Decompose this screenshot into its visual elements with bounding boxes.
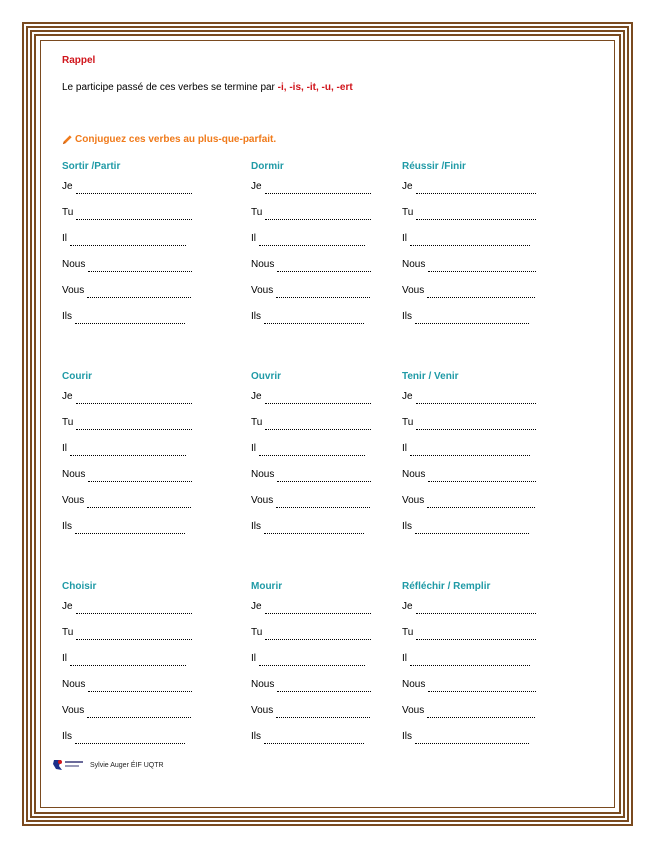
conjugation-row — [251, 672, 371, 698]
answer-blank[interactable] — [265, 638, 371, 640]
conjugation-row — [62, 174, 192, 200]
instruction — [62, 134, 276, 145]
conjugation-row — [402, 620, 536, 646]
verb-title: Ouvrir — [251, 371, 282, 382]
pronoun-label: Il — [402, 233, 407, 244]
pronoun-label: Il — [251, 233, 256, 244]
answer-blank[interactable] — [76, 612, 192, 614]
answer-blank[interactable] — [415, 742, 529, 744]
answer-blank[interactable] — [88, 480, 192, 482]
conjugation-row — [62, 252, 192, 278]
pronoun-label: Il — [251, 443, 256, 454]
tv5-logo-icon — [52, 758, 86, 772]
conjugation-row — [62, 462, 192, 488]
pronoun-label: Nous — [251, 679, 275, 690]
conjugation-row — [402, 724, 536, 750]
pronoun-label: Nous — [62, 469, 86, 480]
rappel-text-before: Le participe passé de ces verbes se termine par — [62, 82, 278, 93]
verb-block — [62, 580, 192, 750]
pronoun-label: Ils — [62, 311, 72, 322]
answer-blank[interactable] — [76, 218, 192, 220]
pronoun-label: Vous — [251, 495, 274, 506]
answer-blank[interactable] — [416, 428, 536, 430]
answer-blank[interactable] — [264, 742, 364, 744]
answer-blank[interactable] — [259, 244, 365, 246]
pronoun-label: Tu — [402, 627, 414, 638]
verb-title: Sortir /Partir — [62, 161, 121, 172]
conjugation-row — [62, 698, 192, 724]
conjugation-row — [251, 620, 371, 646]
conjugation-row — [251, 174, 371, 200]
pronoun-label: Tu — [251, 207, 263, 218]
pronoun-label: Nous — [402, 679, 426, 690]
verb-block — [402, 160, 536, 330]
pronoun-label: Vous — [62, 285, 85, 296]
conjugation-row — [251, 410, 371, 436]
conjugation-row — [62, 672, 192, 698]
verb-block — [62, 370, 192, 540]
answer-blank[interactable] — [88, 270, 192, 272]
pronoun-label: Ils — [251, 731, 261, 742]
pronoun-label: Ils — [402, 311, 412, 322]
pronoun-label: Il — [62, 233, 67, 244]
conjugation-row — [402, 514, 536, 540]
answer-blank[interactable] — [276, 296, 370, 298]
answer-blank[interactable] — [259, 454, 365, 456]
pronoun-label: Vous — [402, 705, 425, 716]
pronoun-label: Ils — [402, 521, 412, 532]
pronoun-label: Je — [62, 601, 73, 612]
conjugation-row — [402, 646, 536, 672]
pronoun-label: Tu — [62, 417, 74, 428]
conjugation-row — [402, 174, 536, 200]
conjugation-row — [251, 304, 371, 330]
verb-title: Choisir — [62, 581, 97, 592]
answer-blank[interactable] — [427, 296, 535, 298]
conjugation-row — [62, 514, 192, 540]
pronoun-label: Je — [402, 391, 413, 402]
answer-blank[interactable] — [427, 716, 535, 718]
answer-blank[interactable] — [87, 716, 191, 718]
pronoun-label: Tu — [62, 627, 74, 638]
answer-blank[interactable] — [70, 244, 186, 246]
answer-blank[interactable] — [76, 192, 192, 194]
conjugation-row — [402, 226, 536, 252]
conjugation-row — [402, 384, 536, 410]
pronoun-label: Il — [62, 443, 67, 454]
pronoun-label: Nous — [251, 259, 275, 270]
answer-blank[interactable] — [277, 690, 371, 692]
pronoun-label: Vous — [62, 705, 85, 716]
pronoun-label: Je — [62, 181, 73, 192]
pronoun-label: Il — [402, 653, 407, 664]
answer-blank[interactable] — [76, 638, 192, 640]
conjugation-row — [251, 698, 371, 724]
answer-blank[interactable] — [415, 322, 529, 324]
answer-blank[interactable] — [277, 270, 371, 272]
conjugation-row — [62, 304, 192, 330]
rappel-endings: -i, -is, -it, -u, -ert — [277, 82, 353, 93]
answer-blank[interactable] — [277, 480, 371, 482]
pronoun-label: Tu — [402, 417, 414, 428]
pronoun-label: Tu — [251, 627, 263, 638]
answer-blank[interactable] — [75, 742, 185, 744]
pronoun-label: Tu — [62, 207, 74, 218]
answer-blank[interactable] — [265, 218, 371, 220]
pronoun-label: Ils — [251, 521, 261, 532]
conjugation-row — [251, 252, 371, 278]
pronoun-label: Ils — [62, 731, 72, 742]
pronoun-label: Nous — [402, 469, 426, 480]
verb-block — [251, 160, 371, 330]
pronoun-label: Il — [62, 653, 67, 664]
verb-title: Réussir /Finir — [402, 161, 466, 172]
pronoun-label: Vous — [402, 285, 425, 296]
pronoun-label: Tu — [251, 417, 263, 428]
answer-blank[interactable] — [428, 690, 536, 692]
answer-blank[interactable] — [410, 664, 530, 666]
footer — [52, 758, 164, 772]
pronoun-label: Il — [402, 443, 407, 454]
pronoun-label: Je — [251, 601, 262, 612]
verb-block — [251, 580, 371, 750]
conjugation-row — [402, 436, 536, 462]
pronoun-label: Je — [402, 181, 413, 192]
pronoun-label: Nous — [62, 679, 86, 690]
answer-blank[interactable] — [265, 192, 371, 194]
conjugation-row — [251, 436, 371, 462]
conjugation-row — [402, 488, 536, 514]
conjugation-row — [251, 594, 371, 620]
answer-blank[interactable] — [265, 428, 371, 430]
pronoun-label: Ils — [62, 521, 72, 532]
verb-block — [402, 580, 536, 750]
answer-blank[interactable] — [416, 638, 536, 640]
pencil-icon — [62, 134, 73, 145]
conjugation-row — [402, 278, 536, 304]
answer-blank[interactable] — [70, 454, 186, 456]
pronoun-label: Vous — [402, 495, 425, 506]
answer-blank[interactable] — [264, 532, 364, 534]
answer-blank[interactable] — [75, 532, 185, 534]
conjugation-row — [62, 724, 192, 750]
conjugation-row — [251, 278, 371, 304]
conjugation-row — [251, 200, 371, 226]
conjugation-row — [402, 410, 536, 436]
verb-title: Mourir — [251, 581, 283, 592]
answer-blank[interactable] — [428, 270, 536, 272]
conjugation-row — [402, 462, 536, 488]
conjugation-row — [62, 200, 192, 226]
verb-title: Dormir — [251, 161, 284, 172]
footer-credit: Sylvie Auger ÉIF UQTR — [90, 761, 164, 769]
conjugation-row — [402, 698, 536, 724]
pronoun-label: Nous — [402, 259, 426, 270]
conjugation-row — [251, 462, 371, 488]
pronoun-label: Tu — [402, 207, 414, 218]
answer-blank[interactable] — [265, 402, 371, 404]
answer-blank[interactable] — [416, 402, 536, 404]
answer-blank[interactable] — [76, 402, 192, 404]
answer-blank[interactable] — [410, 244, 530, 246]
conjugation-row — [251, 514, 371, 540]
conjugation-row — [62, 436, 192, 462]
conjugation-row — [402, 304, 536, 330]
pronoun-label: Nous — [251, 469, 275, 480]
conjugation-row — [62, 384, 192, 410]
answer-blank[interactable] — [428, 480, 536, 482]
answer-blank[interactable] — [427, 506, 535, 508]
conjugation-row — [251, 226, 371, 252]
pronoun-label: Vous — [251, 285, 274, 296]
answer-blank[interactable] — [416, 218, 536, 220]
conjugation-row — [251, 384, 371, 410]
conjugation-row — [402, 594, 536, 620]
rappel-text — [62, 82, 353, 93]
pronoun-label: Vous — [251, 705, 274, 716]
pronoun-label: Nous — [62, 259, 86, 270]
verb-block — [402, 370, 536, 540]
rappel-title: Rappel — [62, 55, 96, 66]
answer-blank[interactable] — [70, 664, 186, 666]
verb-title: Réfléchir / Remplir — [402, 581, 491, 592]
answer-blank[interactable] — [410, 454, 530, 456]
conjugation-row — [62, 226, 192, 252]
conjugation-row — [62, 410, 192, 436]
answer-blank[interactable] — [415, 532, 529, 534]
conjugation-row — [402, 252, 536, 278]
pronoun-label: Ils — [402, 731, 412, 742]
answer-blank[interactable] — [416, 192, 536, 194]
conjugation-row — [62, 278, 192, 304]
conjugation-row — [62, 594, 192, 620]
conjugation-row — [251, 488, 371, 514]
conjugation-row — [62, 646, 192, 672]
answer-blank[interactable] — [276, 506, 370, 508]
conjugation-row — [62, 488, 192, 514]
answer-blank[interactable] — [87, 296, 191, 298]
verb-block — [251, 370, 371, 540]
pronoun-label: Vous — [62, 495, 85, 506]
answer-blank[interactable] — [75, 322, 185, 324]
answer-blank[interactable] — [259, 664, 365, 666]
conjugation-row — [402, 672, 536, 698]
pronoun-label: Je — [251, 181, 262, 192]
verb-title: Courir — [62, 371, 92, 382]
conjugation-row — [402, 200, 536, 226]
instruction-text: Conjuguez ces verbes au plus-que-parfait. — [75, 134, 277, 145]
pronoun-label: Je — [62, 391, 73, 402]
verb-title: Tenir / Venir — [402, 371, 459, 382]
answer-blank[interactable] — [264, 322, 364, 324]
conjugation-row — [251, 646, 371, 672]
conjugation-row — [62, 620, 192, 646]
answer-blank[interactable] — [88, 690, 192, 692]
pronoun-label: Ils — [251, 311, 261, 322]
answer-blank[interactable] — [76, 428, 192, 430]
pronoun-label: Je — [251, 391, 262, 402]
answer-blank[interactable] — [416, 612, 536, 614]
pronoun-label: Il — [251, 653, 256, 664]
conjugation-row — [251, 724, 371, 750]
verb-block — [62, 160, 192, 330]
answer-blank[interactable] — [276, 716, 370, 718]
answer-blank[interactable] — [265, 612, 371, 614]
pronoun-label: Je — [402, 601, 413, 612]
answer-blank[interactable] — [87, 506, 191, 508]
